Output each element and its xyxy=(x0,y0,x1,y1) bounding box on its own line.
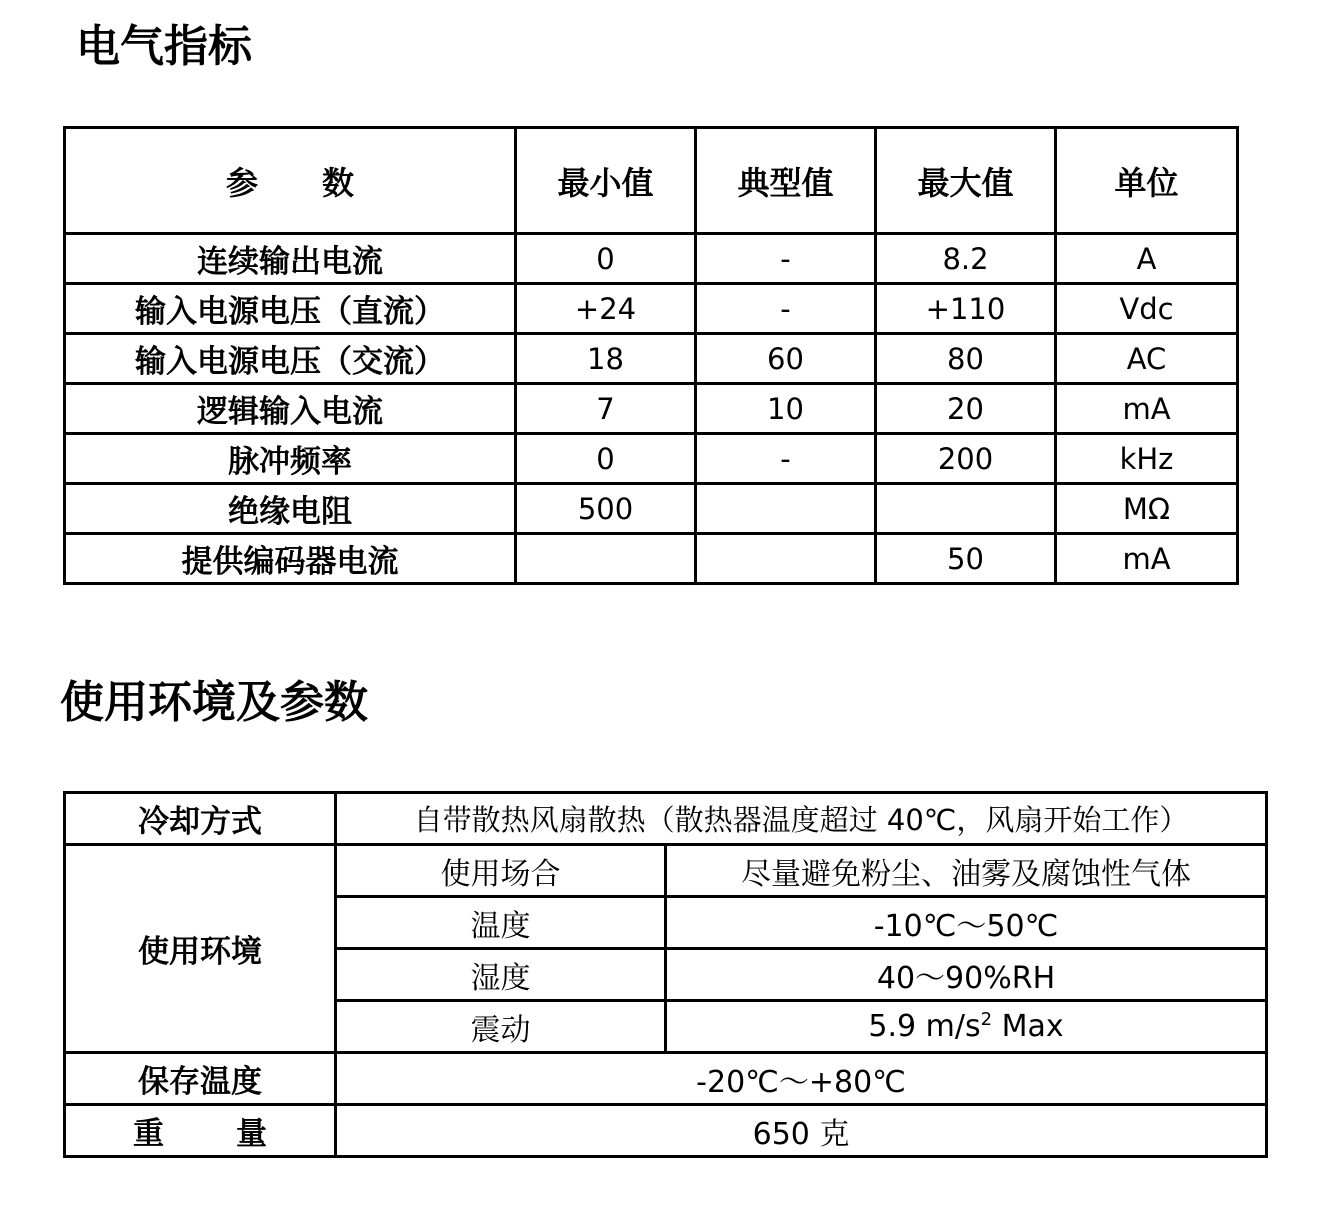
param-cell: 连续输出电流 xyxy=(65,234,516,284)
env-item-label: 震动 xyxy=(336,1001,666,1053)
unit-cell: Vdc xyxy=(1056,284,1238,334)
param-cell: 输入电源电压（直流） xyxy=(65,284,516,334)
env-item-value: -10℃～50℃ xyxy=(666,897,1267,949)
typ-cell xyxy=(696,484,876,534)
min-cell: 500 xyxy=(516,484,696,534)
unit-cell: MΩ xyxy=(1056,484,1238,534)
unit-cell: mA xyxy=(1056,384,1238,434)
table-row xyxy=(65,1053,1267,1105)
max-cell: 8.2 xyxy=(876,234,1056,284)
header-max: 最大值 xyxy=(876,128,1056,234)
typ-cell: - xyxy=(696,434,876,484)
env-item-value: 尽量避免粉尘、油雾及腐蚀性气体 xyxy=(666,845,1267,897)
table-row xyxy=(65,793,1267,845)
env-item-value: 40～90%RH xyxy=(666,949,1267,1001)
param-cell: 逻辑输入电流 xyxy=(65,384,516,434)
electrical-specs-table xyxy=(63,126,1239,585)
header-unit: 单位 xyxy=(1056,128,1238,234)
weight-value: 650 克 xyxy=(336,1105,1267,1157)
unit-cell: AC xyxy=(1056,334,1238,384)
section-title-electrical: 电气指标 xyxy=(76,21,252,72)
param-cell: 绝缘电阻 xyxy=(65,484,516,534)
table-row xyxy=(65,845,1267,897)
table-row xyxy=(65,434,1238,484)
typ-cell: 60 xyxy=(696,334,876,384)
env-item-value: 5.9 $m/s^2$ Max xyxy=(666,1001,1267,1053)
min-cell: 18 xyxy=(516,334,696,384)
cooling-value: 自带散热风扇散热（散热器温度超过 40℃，风扇开始工作） xyxy=(336,793,1267,845)
storage-value: -20℃～+80℃ xyxy=(336,1053,1267,1105)
min-cell: +24 xyxy=(516,284,696,334)
env-item-label: 温度 xyxy=(336,897,666,949)
section-title-environment: 使用环境及参数 xyxy=(60,677,368,728)
min-cell: 0 xyxy=(516,434,696,484)
param-cell: 脉冲频率 xyxy=(65,434,516,484)
environment-table xyxy=(63,791,1268,1158)
typ-cell: - xyxy=(696,234,876,284)
table-row xyxy=(65,384,1238,434)
header-param: 参 数 xyxy=(65,128,516,234)
max-cell: 20 xyxy=(876,384,1056,434)
storage-label: 保存温度 xyxy=(65,1053,336,1105)
table-header-row xyxy=(65,128,1238,234)
header-typ: 典型值 xyxy=(696,128,876,234)
min-cell: 0 xyxy=(516,234,696,284)
unit-cell: A xyxy=(1056,234,1238,284)
cooling-label: 冷却方式 xyxy=(65,793,336,845)
weight-label: 重 量 xyxy=(65,1105,336,1157)
env-item-label: 湿度 xyxy=(336,949,666,1001)
table-row xyxy=(65,234,1238,284)
table-row xyxy=(65,284,1238,334)
header-min: 最小值 xyxy=(516,128,696,234)
table-row xyxy=(65,484,1238,534)
unit-cell: mA xyxy=(1056,534,1238,584)
table-row xyxy=(65,534,1238,584)
max-cell xyxy=(876,484,1056,534)
typ-cell: 10 xyxy=(696,384,876,434)
environment-label: 使用环境 xyxy=(65,845,336,1053)
max-cell: +110 xyxy=(876,284,1056,334)
table-row xyxy=(65,1105,1267,1157)
param-cell: 输入电源电压（交流） xyxy=(65,334,516,384)
max-cell: 80 xyxy=(876,334,1056,384)
min-cell xyxy=(516,534,696,584)
param-cell: 提供编码器电流 xyxy=(65,534,516,584)
min-cell: 7 xyxy=(516,384,696,434)
typ-cell xyxy=(696,534,876,584)
unit-cell: kHz xyxy=(1056,434,1238,484)
max-cell: 50 xyxy=(876,534,1056,584)
max-cell: 200 xyxy=(876,434,1056,484)
typ-cell: - xyxy=(696,284,876,334)
env-item-label: 使用场合 xyxy=(336,845,666,897)
table-row xyxy=(65,334,1238,384)
